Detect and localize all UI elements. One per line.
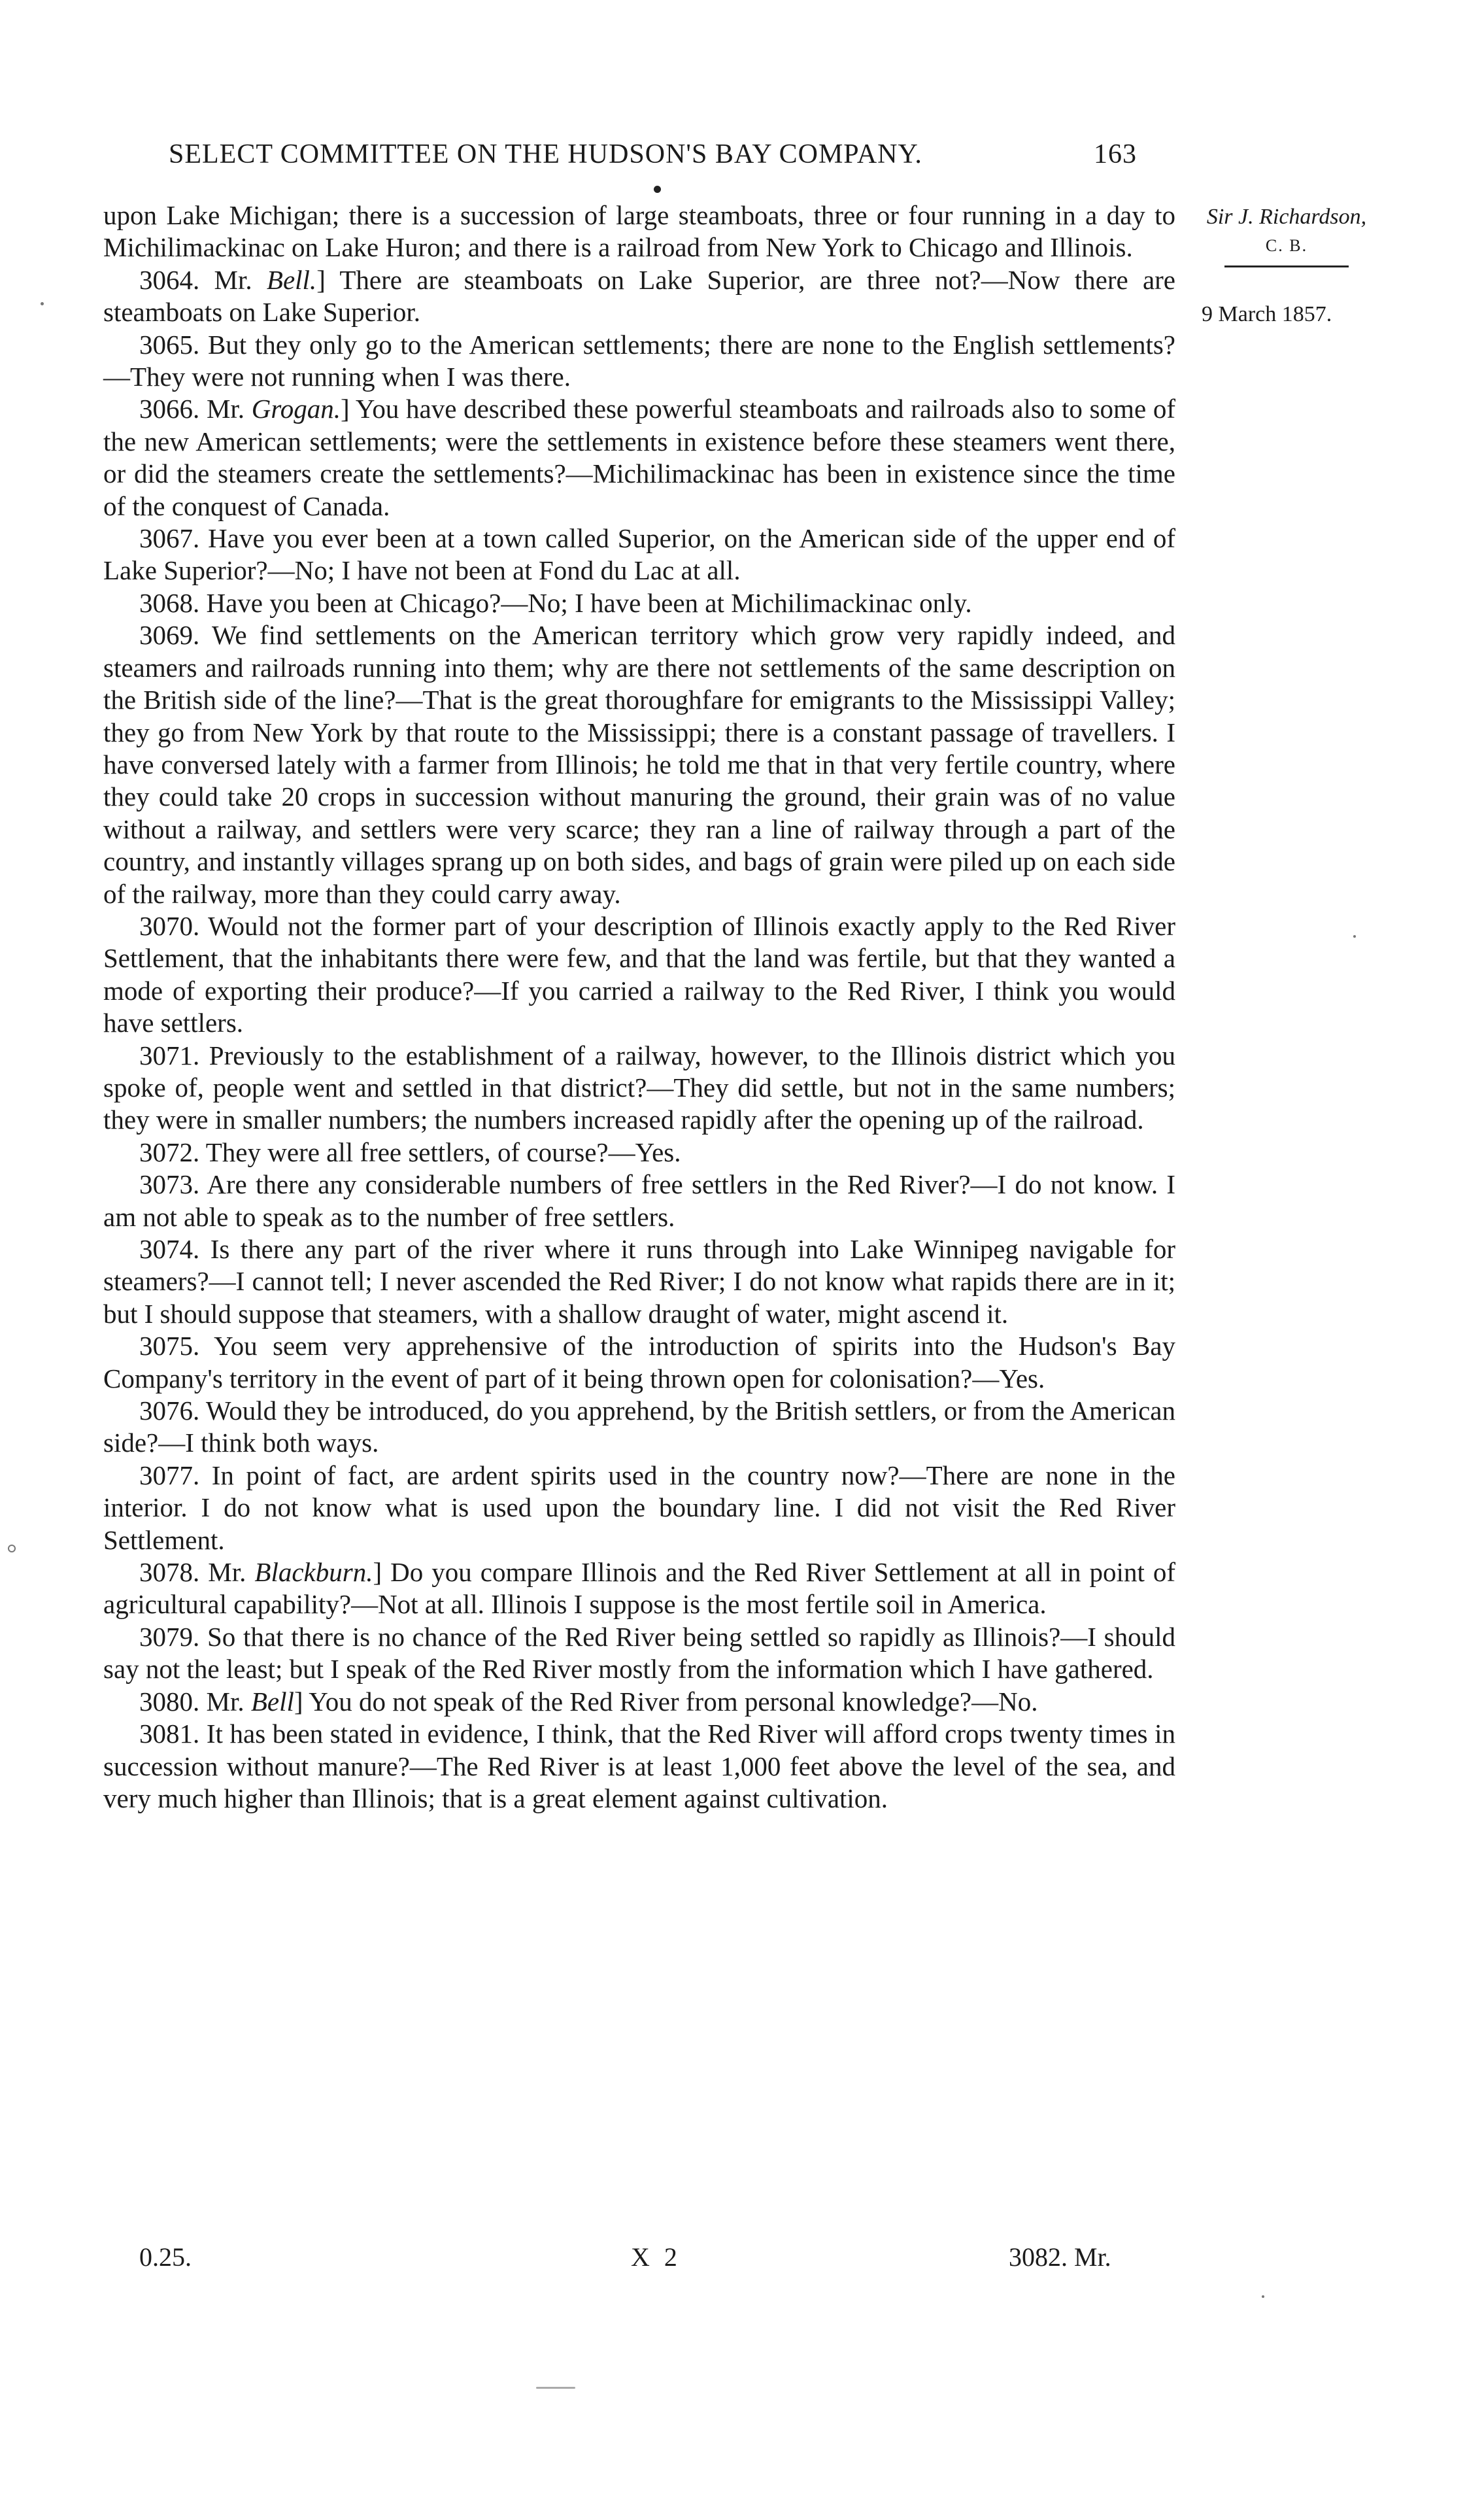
paragraph-text: They were all free settlers, of course?—Yes. [205, 1137, 681, 1167]
evidence-paragraph [103, 1460, 1175, 1556]
evidence-body [103, 199, 1175, 1815]
paragraph-text: Would not the former part of your description of Illinois exactly apply to the Red River Settlement, that the inhabitants there were few, and that the land was fertile, but that they wanted a mode of exporting their produce?—If you carried a railway to the Red River, I think you would have settlers. [103, 910, 1175, 1038]
evidence-paragraph [103, 619, 1175, 910]
paragraph-text: It has been stated in evidence, I think, that the Red River will afford crops twenty times in succession without manure?—The Red River is at least 1,000 feet above the level of the sea, and very much higher than Illinois; that is a great element against cultivation. [103, 1719, 1176, 1813]
paragraph-text: Previously to the establishment of a railway, however, to the Illinois district which you spoke of, people went and settled in that district?—They did settle, but not in the same numbers; they were in smaller numbers; the numbers increased rapidly after the opening up of the railroad. [103, 1040, 1176, 1135]
footer-catchword: 3082. Mr. [1009, 2242, 1111, 2272]
question-number: 3067. [139, 523, 200, 554]
paragraph-text: There are steamboats on Lake Superior, are three not?—Now there are steamboats on Lake Superior. [103, 264, 1175, 328]
header-title: SELECT COMMITTEE ON THE HUDSON'S BAY COMPANY. [169, 139, 922, 169]
question-number: 3068. [139, 587, 200, 618]
witness-name: Sir J. Richardson, [1206, 205, 1367, 229]
evidence-paragraph [103, 910, 1175, 1040]
evidence-paragraph [103, 1040, 1175, 1137]
evidence-paragraph [103, 1233, 1175, 1330]
evidence-paragraph [103, 1169, 1175, 1233]
footer-signature: X 2 [631, 2242, 681, 2272]
margin-witness-note [1189, 203, 1385, 267]
question-number: 3081. [139, 1719, 200, 1749]
question-number: 3076. [139, 1395, 200, 1426]
question-number: 3069. [139, 620, 200, 651]
question-number: 3066. [139, 394, 200, 424]
question-number: 3077. [139, 1460, 200, 1490]
paper-speck [8, 1545, 16, 1552]
paragraph-text: In point of fact, are ardent spirits used in the country now?—There are none in the interior. I do not know what is used upon the boundary line. I did not visit the Red River Settlement. [103, 1460, 1175, 1555]
paper-speck [1262, 2295, 1264, 2298]
evidence-paragraph [103, 199, 1175, 264]
margin-rule [1224, 265, 1349, 267]
evidence-paragraph [103, 1330, 1175, 1395]
evidence-paragraph [103, 522, 1175, 587]
footer-number: 0.25. [139, 2242, 192, 2272]
question-number: 3080. [139, 1686, 200, 1717]
question-number: 3075. [139, 1331, 200, 1361]
paragraph-text: You have described these powerful steamboats and railroads also to some of the new American settlements; were the settlements in existence before these steamers went there, or did the steamers create the settlements?—Michilimackinac has been in existence since the time of the conquest of Canada. [103, 394, 1175, 521]
running-header [169, 139, 1293, 170]
evidence-paragraph: 3064. Mr. Bell.] There are steamboats on Lake Superior, are three not?—Now there are steamboats on Lake Superior. [103, 264, 1175, 328]
evidence-paragraph [103, 329, 1175, 394]
paper-speck [1353, 935, 1356, 938]
question-number: 3065. [139, 329, 200, 360]
paragraph-text: Is there any part of the river where it runs through into Lake Winnipeg navigable for steamers?—I cannot tell; I never ascended the Red River; I do not know what rapids there are in it; but I should suppose that steamers, with a shallow draught of water, might ascend it. [103, 1234, 1176, 1329]
evidence-paragraph [103, 1718, 1175, 1815]
speaker-name: Bell. [266, 264, 317, 295]
evidence-paragraph [103, 1621, 1175, 1686]
margin-date: 9 March 1857. [1202, 302, 1332, 326]
question-number: 3074. [139, 1234, 200, 1264]
page-number: 163 [1094, 139, 1137, 169]
paragraph-text: Have you ever been at a town called Superior, on the American side of the upper end of Lake Superior?—No; I have not been at Fond du Lac at all. [103, 523, 1176, 586]
evidence-paragraph: 3066. Mr. Grogan.] You have described these powerful steamboats and railroads also to some of the new American settlements; were the settlements in existence before these steamers went there, or did the steamers create the settlements?—Michilimackinac has been in existence since the time of the conquest of Canada. [103, 394, 1175, 521]
question-number: 3071. [139, 1040, 200, 1070]
speaker-name: Blackburn. [254, 1557, 373, 1588]
question-number: 3073. [139, 1169, 200, 1200]
paragraph-text: Do you compare Illinois and the Red River Settlement at all in point of agricultural capability?—Not at all. Illinois I suppose is the most fertile soil in America. [103, 1557, 1176, 1620]
question-number: 3078. [139, 1557, 200, 1588]
paper-speck [536, 2387, 575, 2389]
evidence-paragraph [103, 587, 1175, 619]
paragraph-text: Have you been at Chicago?—No; I have been at Michilimackinac only. [206, 587, 972, 618]
paragraph-text: Would they be introduced, do you apprehend, by the British settlers, or from the American side?—I think both ways. [103, 1395, 1175, 1458]
paragraph-text: Are there any considerable numbers of free settlers in the Red River?—I do not know. I am not able to speak as to the number of free settlers. [103, 1169, 1175, 1232]
evidence-paragraph [103, 1137, 1175, 1169]
question-number: 3070. [139, 910, 200, 941]
speaker-name: Grogan. [251, 394, 341, 424]
paragraph-text: So that there is no chance of the Red River being settled so rapidly as Illinois?—I should say not the least; but I speak of the Red River mostly from the information which I have gathered. [103, 1621, 1176, 1685]
paper-speck [41, 302, 44, 305]
paragraph-text: We find settlements on the American territory which grow very rapidly indeed, and steamers and railroads running into them; why are there not settlements of the same description on the British side of the line?—That is the great thoroughfare for emigrants to the Mississippi Valley; they go from New York by that route to the Mississippi; there is a constant passage of travellers. I have conversed lately with a farmer from Illinois; he told me that in that very fertile country, where they could take 20 crops in succession without manuring the ground, their grain was of no value without a railway, and settlers were very scarce; they ran a line of railway through a part of the country, and instantly villages sprang up on both sides, and bags of grain were piled up on each side of the railway, more than they could carry away. [103, 620, 1176, 909]
evidence-paragraph: 3078. Mr. Blackburn.] Do you compare Illinois and the Red River Settlement at all in point of agricultural capability?—Not at all. Illinois I suppose is the most fertile soil in America. [103, 1557, 1176, 1620]
evidence-paragraph: 3080. Mr. Bell] You do not speak of the Red River from personal knowledge?—No. [139, 1686, 1038, 1717]
paragraph-text: But they only go to the American settlements; there are none to the English settlements?—They were not running when I was there. [103, 329, 1176, 392]
paragraph-text: upon Lake Michigan; there is a succession of large steamboats, three or four running in a day to Michilimackinac on Lake Huron; and there is a railroad from New York to Chicago and Illinois. [103, 200, 1175, 263]
paragraph-text: You seem very apprehensive of the introduction of spirits into the Hudson's Bay Company's territory in the event of part of it being thrown open for colonisation?—Yes. [103, 1331, 1175, 1394]
header-dot [654, 186, 661, 193]
question-number: 3079. [139, 1621, 200, 1652]
evidence-paragraph [103, 1395, 1175, 1460]
paragraph-text: You do not speak of the Red River from personal knowledge?—No. [309, 1686, 1038, 1717]
speaker-name: Bell [250, 1686, 294, 1717]
witness-honours: C. B. [1265, 236, 1308, 255]
question-number: 3064. [139, 264, 200, 295]
question-number: 3072. [139, 1137, 200, 1167]
